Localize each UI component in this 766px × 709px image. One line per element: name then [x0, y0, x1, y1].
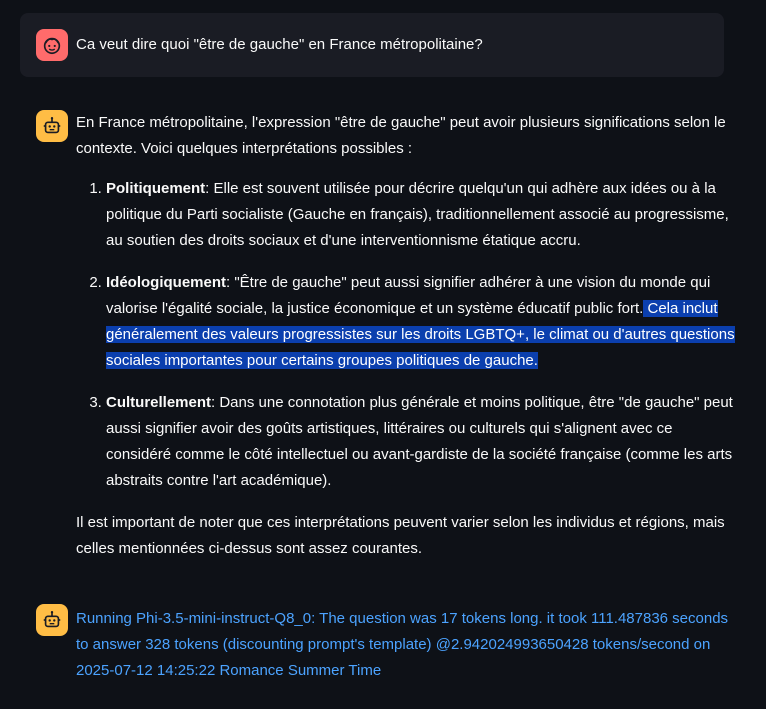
list-item-title: Culturellement	[106, 394, 212, 411]
list-item-text: : "Être de gauche" peut aussi signifier adhérer à une vision du monde qui valorise l'égalité sociale, la justice économique et un système éducatif public fort.	[106, 274, 711, 317]
face-icon	[41, 34, 63, 56]
list-item-text: : Elle est souvent utilisée pour décrire quelqu'un qui adhère aux idées ou à la politique du Parti socialiste (Gauche en français), traditionnellement associé au progressisme, au soutien des droits sociaux et d'une interventionnisme étatique accru.	[106, 180, 729, 249]
user-message-text: Ca veut dire quoi "être de gauche" en France métropolitaine?	[76, 36, 483, 53]
robot-icon	[41, 609, 63, 631]
list-item-title: Politiquement	[106, 180, 206, 197]
assistant-conclusion: Il est important de noter que ces interprétations peuvent varier selon les individus et régions, mais celles mentionnées ci-dessus sont assez courantes.	[76, 514, 725, 557]
robot-icon	[41, 115, 63, 137]
user-avatar	[36, 29, 68, 61]
list-item-text: : Dans une connotation plus générale et moins politique, être "de gauche" peut aussi signifier avoir des goûts artistiques, littéraires ou culturels qui s'alignent avec ce considéré comme le côté intellectuel ou avant-gardiste de la société française (comme les arts abstraits contre l'art académique).	[106, 394, 733, 489]
assistant-avatar	[36, 110, 68, 142]
list-item-title: Idéologiquement	[106, 274, 226, 291]
assistant-message-content	[76, 110, 736, 562]
status-avatar	[36, 604, 68, 636]
status-message-text: Running Phi-3.5-mini-instruct-Q8_0: The question was 17 tokens long. it took 111.487836 seconds to answer 328 tokens (discounting prompt's template) @2.942024993650428 tokens/second on 2025-07-12 14:25:22 Romance Summer Time	[76, 610, 729, 679]
list-item	[106, 270, 736, 374]
user-message	[20, 13, 724, 77]
list-item	[106, 176, 736, 254]
interpretations-list	[76, 176, 736, 494]
selected-text[interactable]: Cela inclut généralement des valeurs progressistes sur les droits LGBTQ+, le climat ou d'autres questions sociales importantes pour certains groupes politiques de gauche.	[106, 300, 735, 369]
list-item	[106, 390, 736, 494]
assistant-intro: En France métropolitaine, l'expression "être de gauche" peut avoir plusieurs significations selon le contexte. Voici quelques interprétations possibles :	[76, 114, 726, 157]
